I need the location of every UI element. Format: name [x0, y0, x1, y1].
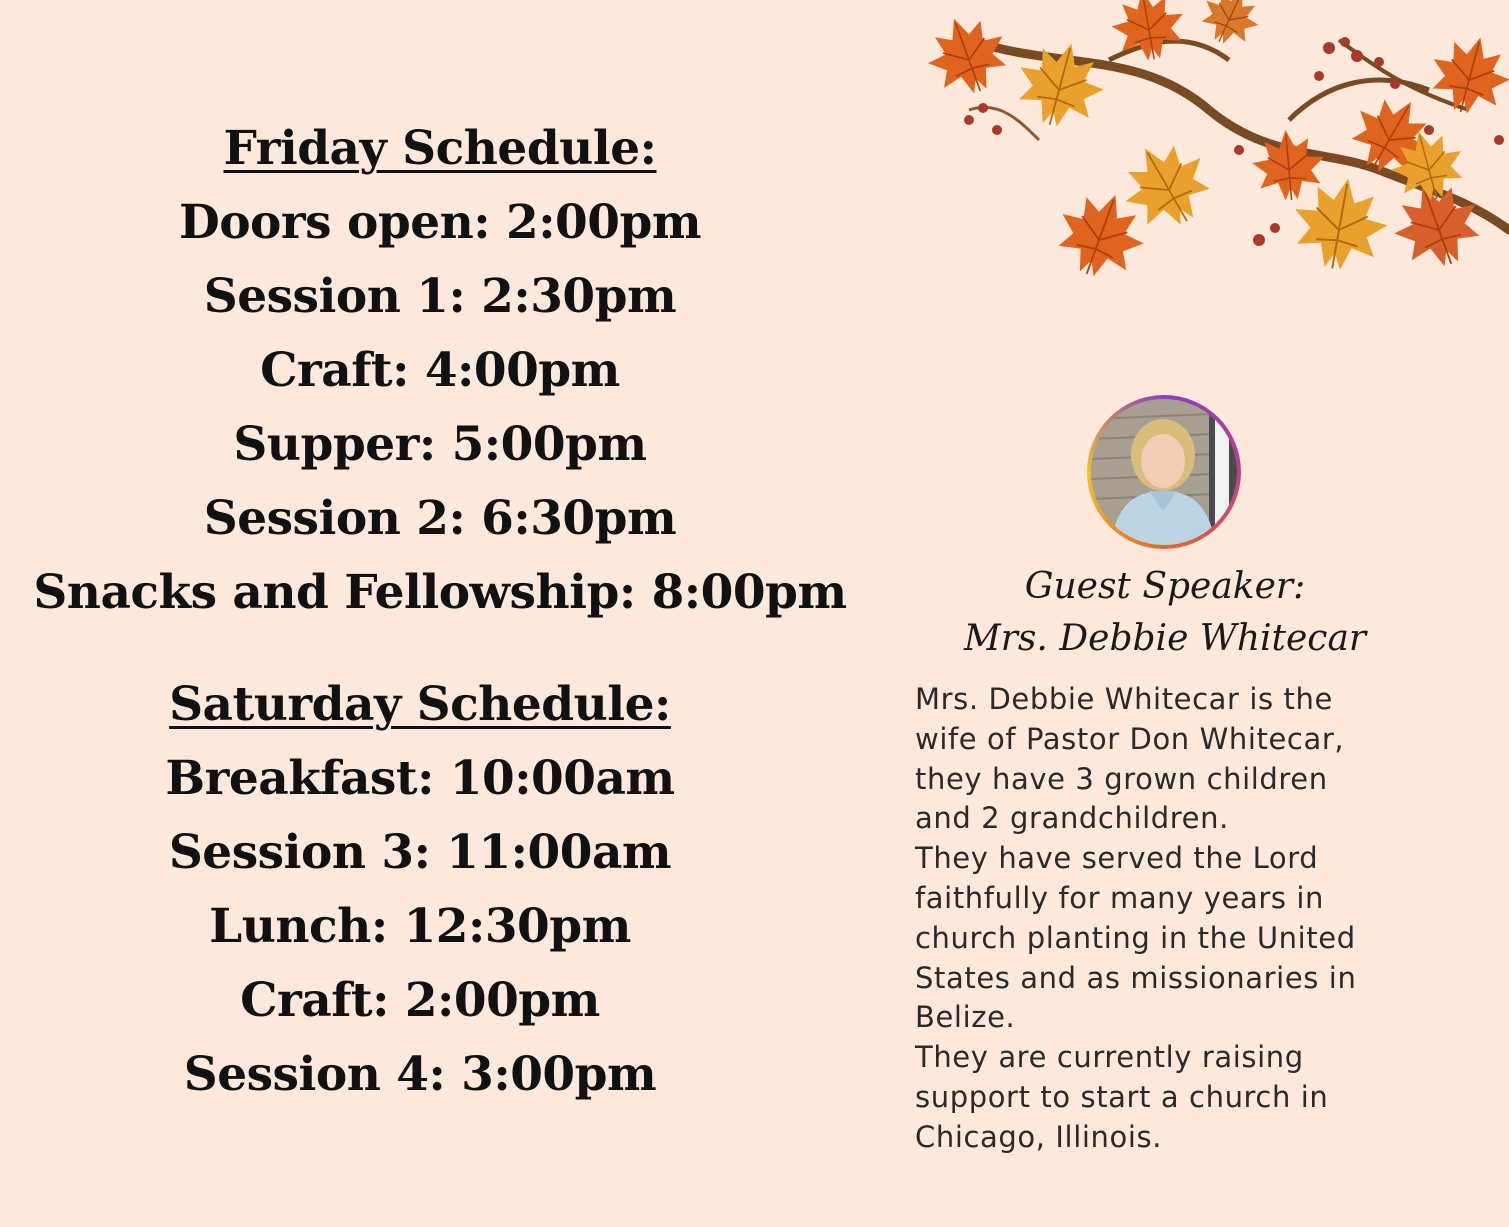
friday-item: Session 1: 2:30pm — [203, 269, 677, 324]
saturday-item: Breakfast: 10:00am — [165, 751, 675, 806]
friday-item: Snacks and Fellowship: 8:00pm — [33, 565, 847, 620]
friday-item: Session 2: 6:30pm — [203, 491, 677, 546]
bio-line: States and as missionaries in — [915, 960, 1357, 995]
speaker-photo — [1087, 395, 1241, 549]
friday-schedule — [0, 112, 880, 630]
speaker-name: Mrs. Debbie Whitecar — [963, 618, 1367, 659]
friday-item: Supper: 5:00pm — [233, 417, 647, 472]
saturday-item: Craft: 2:00pm — [240, 973, 600, 1028]
friday-item: Doors open: 2:00pm — [178, 195, 702, 250]
speaker-label: Guest Speaker: — [1024, 566, 1306, 607]
bio-line: wife of Pastor Don Whitecar, — [915, 721, 1345, 756]
speaker-bio — [915, 680, 1475, 1158]
bio-line: support to start a church in — [915, 1079, 1329, 1114]
bio-line: they have 3 grown children — [915, 761, 1328, 796]
speaker-portrait-icon — [1091, 399, 1237, 545]
friday-item: Craft: 4:00pm — [260, 343, 620, 398]
bio-line: Belize. — [915, 1000, 1016, 1035]
bio-line: faithfully for many years in — [915, 880, 1325, 915]
bio-line: and 2 grandchildren. — [915, 801, 1229, 836]
saturday-item: Session 4: 3:00pm — [183, 1047, 657, 1102]
bio-line: Mrs. Debbie Whitecar is the — [915, 682, 1333, 716]
saturday-item: Lunch: 12:30pm — [209, 899, 631, 954]
bio-line: They have served the Lord — [915, 841, 1319, 876]
bio-line: Chicago, Illinois. — [915, 1119, 1163, 1154]
autumn-leaves-icon — [909, 0, 1509, 320]
saturday-schedule — [0, 668, 860, 1112]
saturday-item: Session 3: 11:00am — [168, 825, 672, 880]
friday-heading: Friday Schedule: — [223, 121, 657, 176]
bio-line: They are currently raising — [915, 1040, 1304, 1075]
saturday-heading: Saturday Schedule: — [169, 677, 671, 732]
bio-line: church planting in the United — [915, 920, 1356, 955]
